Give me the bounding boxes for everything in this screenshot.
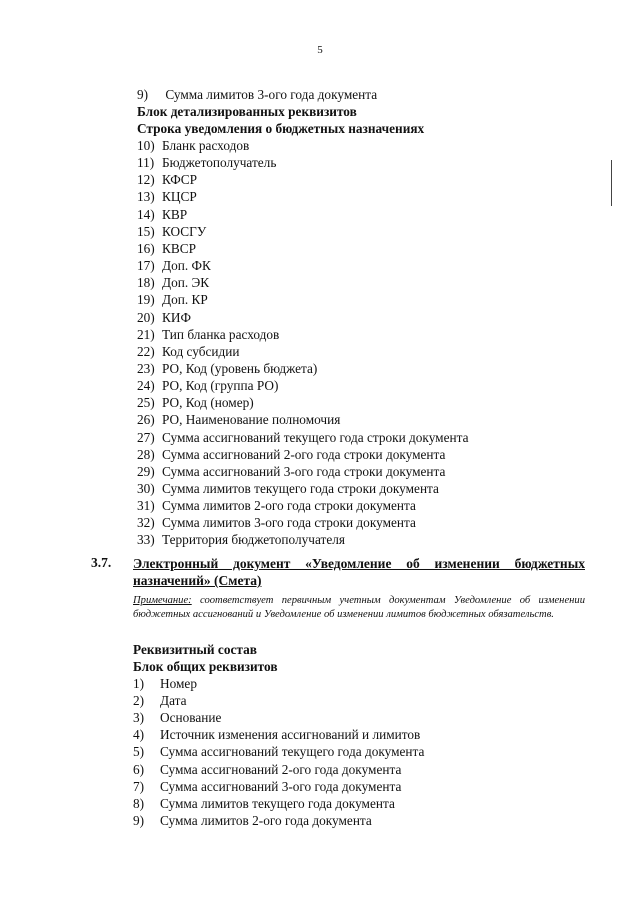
list-item — [137, 240, 196, 257]
item-number: 7) — [133, 778, 145, 794]
section-number: 3.7. — [91, 555, 112, 570]
item-text: РО, Код (уровень бюджета) — [162, 360, 318, 376]
item-text: Сумма ассигнований 2-ого года строки документа — [162, 446, 446, 462]
list-item — [137, 446, 445, 463]
list-item — [137, 394, 254, 411]
item-text: Номер — [160, 676, 197, 691]
list-item — [137, 137, 249, 154]
list-item — [137, 223, 206, 240]
top-list-item — [137, 86, 377, 103]
item-text: Тип бланка расходов — [162, 326, 280, 342]
item-number: 6) — [133, 761, 145, 777]
item-text: Доп. КР — [162, 292, 208, 308]
item-number: 29) — [137, 463, 155, 479]
item-number: 31) — [137, 498, 155, 514]
item-text: КВСР — [162, 240, 197, 256]
item-text: Основание — [160, 710, 222, 726]
list-item — [137, 154, 276, 171]
item-text: Дата — [160, 693, 187, 709]
list-item — [137, 514, 416, 531]
list-item — [137, 291, 208, 308]
item-number: 4) — [133, 727, 145, 743]
item-number: 11) — [137, 155, 155, 171]
item-number: 32) — [137, 515, 155, 531]
list-item — [137, 257, 211, 274]
list-item — [137, 429, 468, 446]
item-number: 22) — [137, 343, 155, 359]
item-text: Сумма ассигнований текущего года документа — [160, 744, 425, 760]
list-item — [133, 726, 420, 743]
section-title: Электронный документ «Уведомление об изменении бюджетных назначений» (Смета) — [133, 556, 585, 588]
item-number: 33) — [137, 532, 155, 548]
item-text: КФСР — [162, 172, 198, 188]
item-number: 24) — [137, 378, 155, 394]
page-number: 5 — [317, 44, 323, 56]
item-number: 20) — [137, 309, 155, 325]
item-text: Сумма ассигнований 3-ого года документа — [160, 778, 402, 794]
item-text: Сумма лимитов 2-ого года строки документа — [162, 498, 416, 514]
list-item — [133, 795, 395, 812]
item-text: Сумма ассигнований текущего года строки документа — [162, 429, 469, 445]
list-item — [133, 778, 401, 795]
item-text: Доп. ФК — [162, 258, 211, 274]
item-text: Территория бюджетополучателя — [162, 532, 345, 548]
item-number: 19) — [137, 292, 155, 308]
list-item — [137, 377, 278, 394]
item-text: РО, Код (номер) — [162, 395, 254, 411]
item-number: 26) — [137, 412, 155, 428]
item-text: РО, Код (группа РО) — [162, 378, 279, 394]
item-number: 16) — [137, 240, 155, 256]
list-item — [137, 531, 345, 548]
list-item — [137, 171, 197, 188]
item-text: КВР — [162, 206, 188, 222]
note — [133, 594, 585, 622]
item-text: Бланк расходов — [162, 138, 250, 153]
item-number: 2) — [133, 693, 145, 709]
composition-heading: Реквизитный состав — [133, 642, 257, 657]
item-number: 5) — [133, 744, 145, 760]
list-item — [133, 761, 401, 778]
item-number: 12) — [137, 172, 155, 188]
list-item — [137, 274, 209, 291]
item-number: 10) — [137, 138, 155, 153]
item-text: Сумма лимитов 3-ого года документа — [165, 87, 378, 102]
item-text: КИФ — [162, 309, 191, 325]
item-number: 17) — [137, 258, 155, 274]
item-number: 25) — [137, 395, 155, 411]
list-item — [137, 497, 416, 514]
item-number: 21) — [137, 326, 155, 342]
item-text: Сумма ассигнований 2-ого года документа — [160, 761, 402, 777]
list-item — [137, 411, 340, 428]
list-item — [133, 743, 424, 760]
item-number: 1) — [133, 676, 145, 691]
item-text: Сумма лимитов текущего года строки документа — [162, 481, 439, 496]
item-number: 18) — [137, 275, 155, 291]
item-text: Сумма лимитов 2-ого года документа — [160, 812, 372, 828]
note-text: соответствует первичным учетным документам Уведомление об изменении бюджетных ассигнований и Уведомление об изменении лимитов бюджетных обязательств. — [133, 595, 585, 620]
item-text: Сумма лимитов текущего года документа — [160, 795, 395, 811]
list-item — [137, 343, 240, 360]
item-number: 27) — [137, 429, 155, 445]
margin-mark — [611, 160, 612, 206]
item-number: 13) — [137, 189, 155, 205]
item-text: Сумма ассигнований 3-ого года строки документа — [162, 463, 446, 479]
item-text: КОСГУ — [162, 223, 207, 239]
item-text: Источник изменения ассигнований и лимитов — [160, 727, 421, 743]
item-number: 28) — [137, 446, 155, 462]
item-text: Бюджетополучатель — [162, 155, 277, 171]
item-text: Доп. ЭК — [162, 275, 210, 291]
list-item — [137, 309, 191, 326]
list-item — [137, 360, 317, 377]
item-text: РО, Наименование полномочия — [162, 412, 341, 428]
note-label: Примечание: — [133, 595, 192, 606]
list-item — [137, 188, 197, 205]
item-text: КЦСР — [162, 189, 197, 205]
list-item — [137, 480, 439, 497]
item-text: Код субсидии — [162, 343, 240, 359]
list-item — [133, 709, 221, 726]
item-number: 30) — [137, 481, 155, 496]
item-number: 14) — [137, 206, 155, 222]
item-text: Сумма лимитов 3-ого года строки документа — [162, 515, 416, 531]
common-block-heading: Блок общих реквизитов — [133, 659, 278, 674]
item-number: 3) — [133, 710, 145, 726]
list-item — [133, 692, 187, 709]
item-number: 9) — [133, 812, 145, 828]
item-number: 15) — [137, 223, 155, 239]
list-item — [133, 675, 197, 692]
list-item — [137, 206, 187, 223]
detail-block-heading: Блок детализированных реквизитов — [137, 104, 357, 119]
item-number: 8) — [133, 795, 145, 811]
row-heading: Строка уведомления о бюджетных назначениях — [137, 121, 425, 136]
list-item — [133, 812, 372, 829]
list-item — [137, 463, 445, 480]
item-number: 9) — [137, 87, 149, 102]
item-number: 23) — [137, 360, 155, 376]
list-item — [137, 326, 279, 343]
